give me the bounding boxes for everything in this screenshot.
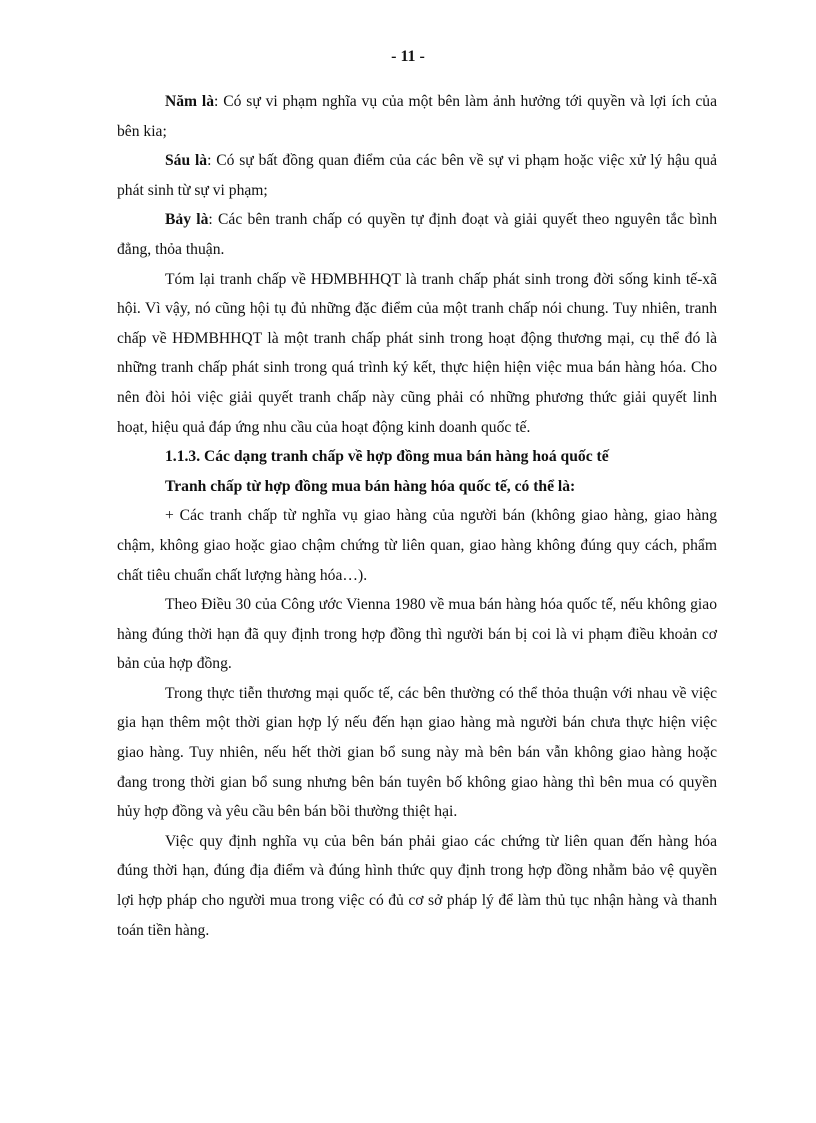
- item-lead: Bảy là: [165, 211, 209, 229]
- subheading: Tranh chấp từ hợp đồng mua bán hàng hóa quốc tế, có thể là:: [165, 477, 576, 495]
- item-text: : Các bên tranh chấp có quyền tự định đoạt và giải quyết theo nguyên tắc bình đẳng, thỏa thuận.: [117, 211, 717, 258]
- summary-paragraph: Tóm lại tranh chấp về HĐMBHHQT là tranh chấp phát sinh trong đời sống kinh tế-xã hội. Vì vậy, nó cũng hội tụ đủ những đặc điểm của một tranh chấp nói chung. Tuy nhiên, tranh chấp về HĐMBHHQT là một tranh chấp phát sinh trong hoạt động thương mại, cụ thể đó là những tranh chấp phát sinh trong quá trình ký kết, thực hiện hiện việc mua bán hàng hóa. Cho nên đòi hỏi việc giải quyết tranh chấp này cũng phải có những phương thức giải quyết linh hoạt, hiệu quả đáp ứng nhu cầu của hoạt động kinh doanh quốc tế.: [117, 270, 717, 436]
- item-text: : Có sự bất đồng quan điểm của các bên về sự vi phạm hoặc việc xử lý hậu quả phát sinh từ sự vi phạm;: [117, 152, 717, 199]
- paragraph-documents-obligation: Việc quy định nghĩa vụ của bên bán phải giao các chứng từ liên quan đến hàng hóa đúng thời hạn, đúng địa điểm và đúng hình thức quy định trong hợp đồng nhằm bảo vệ quyền lợi hợp pháp cho người mua trong việc có đủ cơ sở pháp lý để làm thủ tục nhận hàng và thanh toán tiền hàng.: [117, 832, 717, 939]
- item-nam-la: [117, 87, 717, 146]
- paragraph-delivery-disputes: + Các tranh chấp từ nghĩa vụ giao hàng của người bán (không giao hàng, giao hàng chậm, không giao hoặc giao chậm chứng từ liên quan, giao hàng không đúng quy cách, phẩm chất tiêu chuẩn chất lượng hàng hóa…).: [117, 507, 717, 584]
- item-lead: Sáu là: [165, 152, 208, 170]
- section-heading: 1.1.3. Các dạng tranh chấp về hợp đồng mua bán hàng hoá quốc tế: [165, 448, 609, 466]
- item-sau-la: [117, 146, 717, 205]
- page-number: - 11 -: [391, 48, 425, 65]
- paragraph-vienna-article-30: Theo Điều 30 của Công ước Vienna 1980 về mua bán hàng hóa quốc tế, nếu không giao hàng đúng thời hạn đã quy định trong hợp đồng thì người bán bị coi là vi phạm điều khoản cơ bản của hợp đồng.: [117, 596, 717, 673]
- paragraph-extension-practice: Trong thực tiễn thương mại quốc tế, các bên thường có thể thỏa thuận với nhau về việc gia hạn thêm một thời gian hợp lý nếu đến hạn giao hàng mà người bán chưa thực hiện việc giao hàng. Tuy nhiên, nếu hết thời gian bổ sung này mà bên bán vẫn không giao hàng hoặc đang trong thời gian bổ sung nhưng bên bán tuyên bố không giao hàng thì bên mua có quyền hủy hợp đồng và yêu cầu bên bán bồi thường thiệt hại.: [117, 684, 717, 821]
- item-text: : Có sự vi phạm nghĩa vụ của một bên làm ảnh hưởng tới quyền và lợi ích của bên kia;: [117, 93, 717, 140]
- item-lead: Năm là: [165, 93, 215, 110]
- document-body: [117, 87, 717, 945]
- item-bay-la: [117, 205, 717, 264]
